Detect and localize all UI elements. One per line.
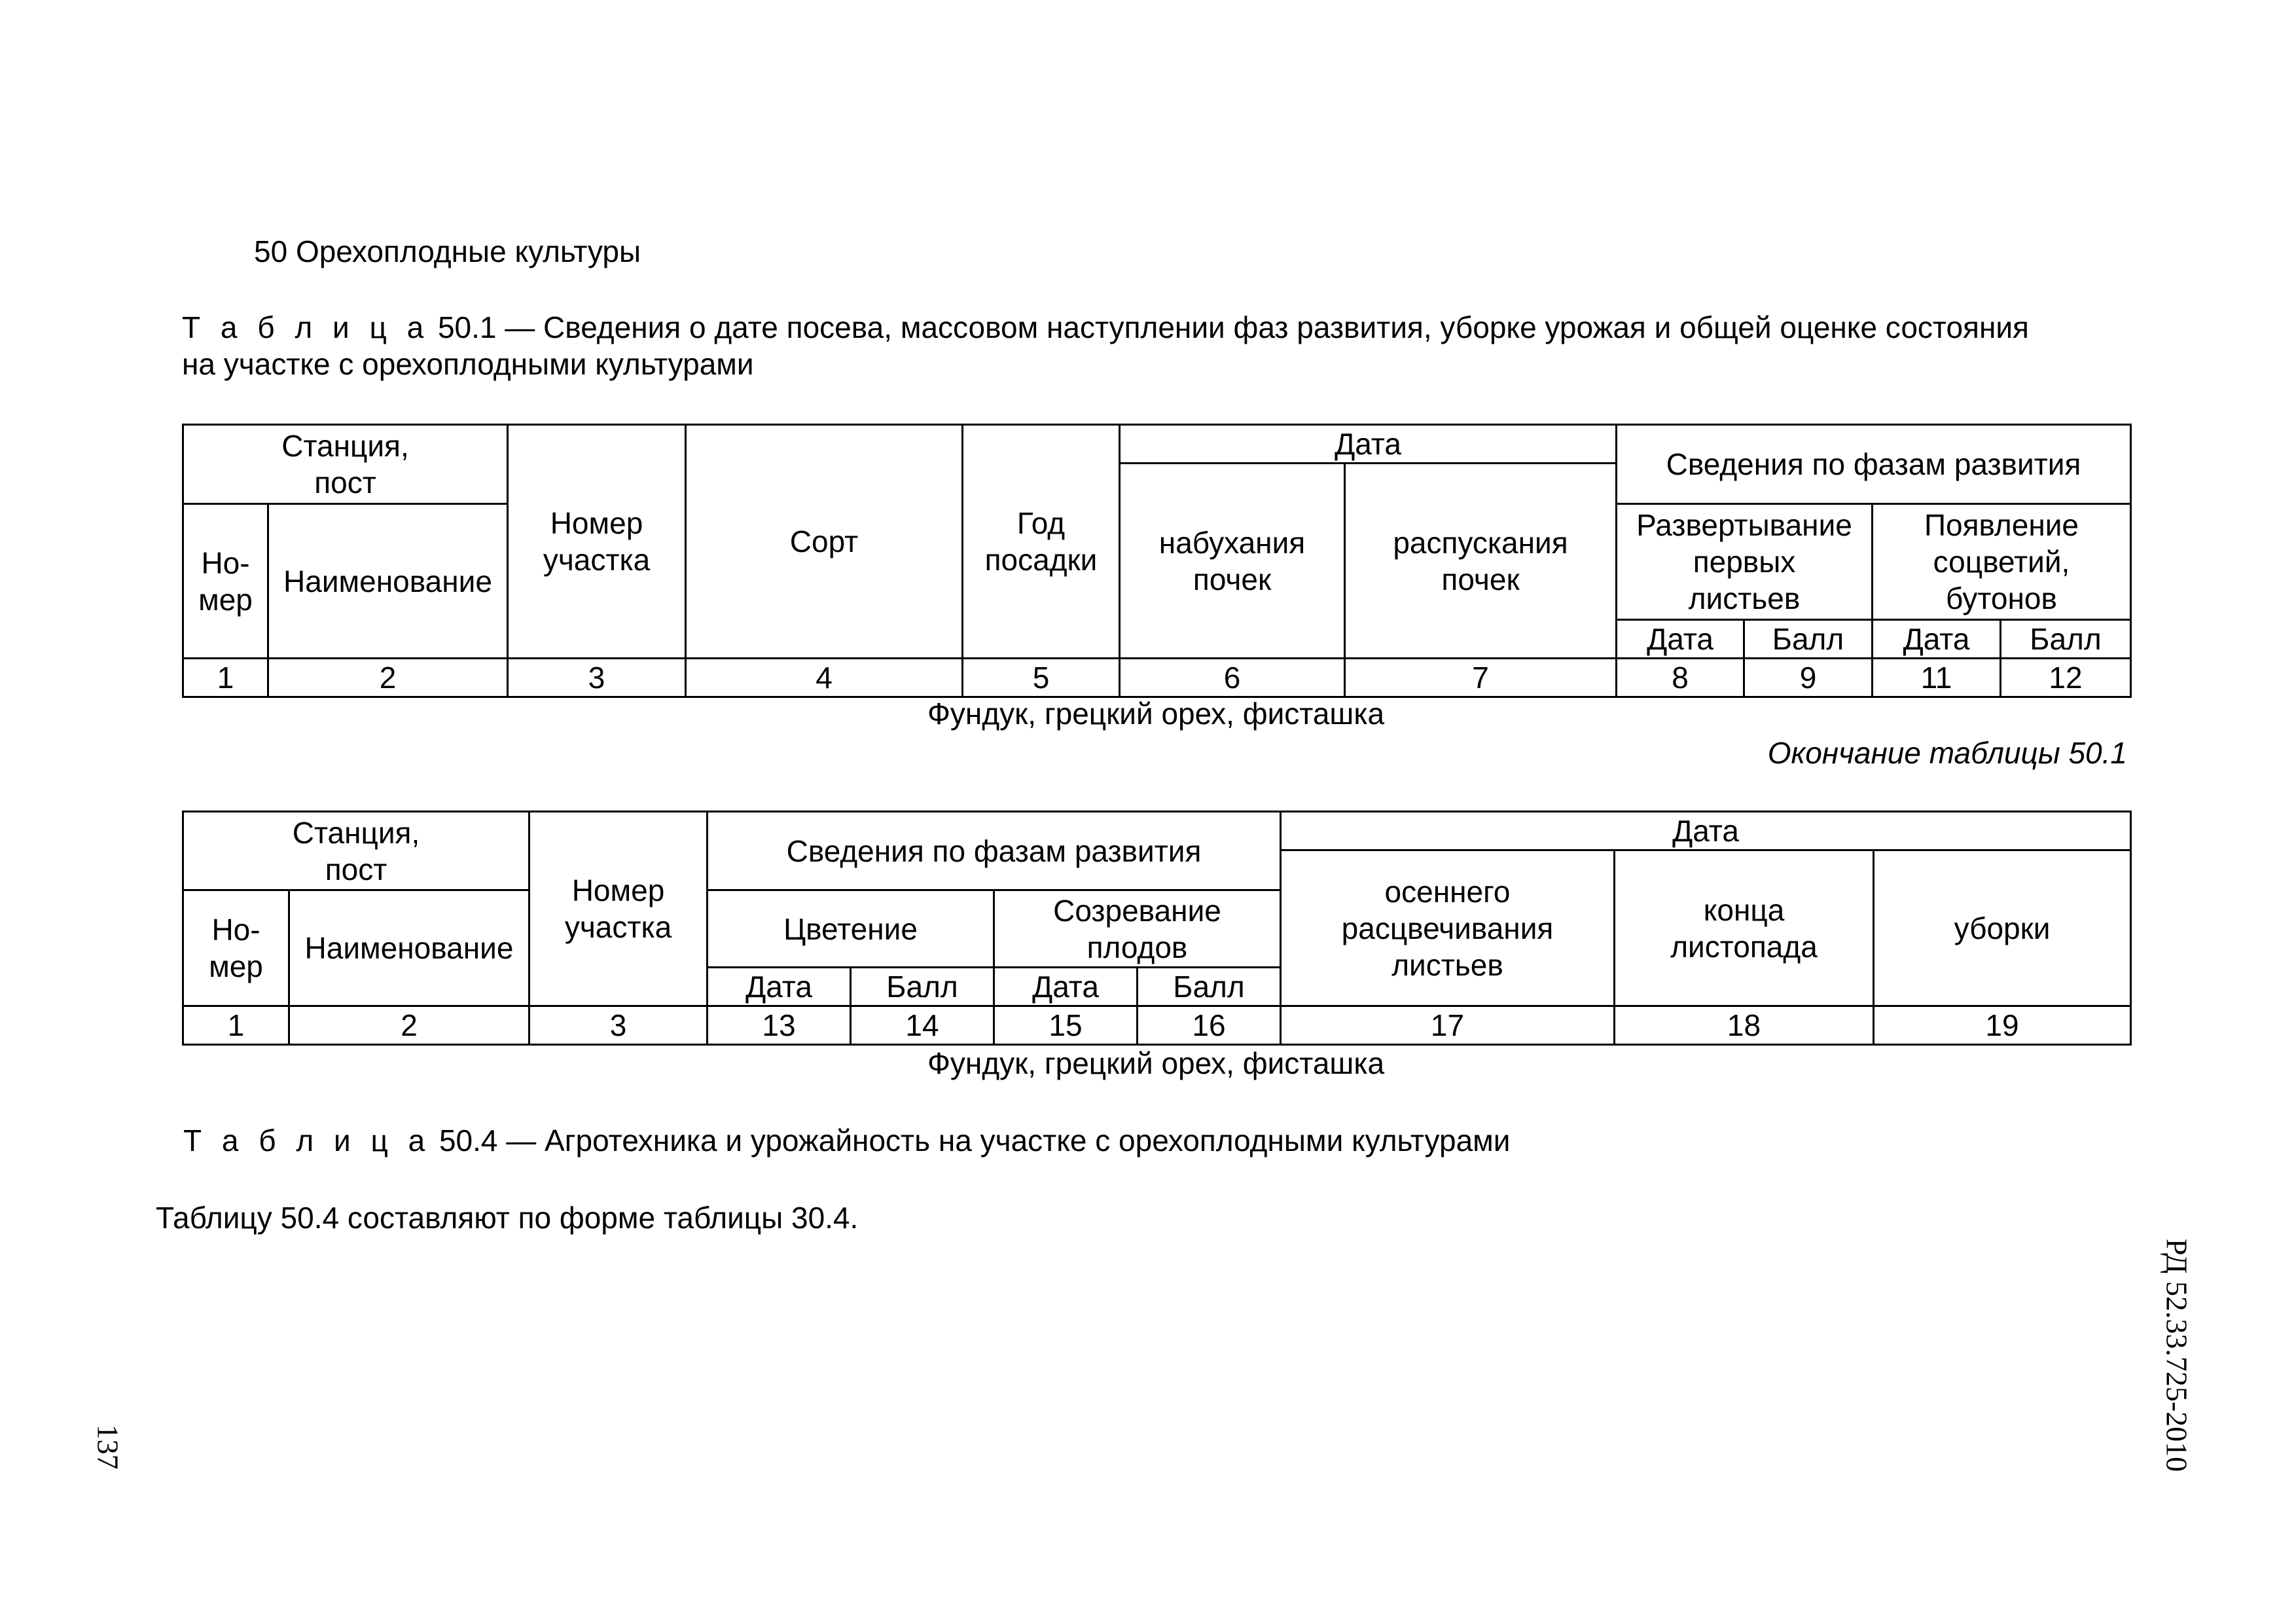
column-number-row [183, 659, 2131, 697]
column-number: 11 [1873, 659, 2001, 697]
column-number: 3 [529, 1006, 708, 1045]
column-number: 18 [1615, 1006, 1874, 1045]
header-number: Но- мер [183, 890, 289, 1006]
header-flowering: Цветение [708, 890, 994, 968]
header-leaf-unfolding: Развертывание первых листьев [1617, 504, 1873, 620]
header-fruit-ripening: Созревание плодов [994, 890, 1281, 968]
column-number: 7 [1345, 659, 1617, 697]
header-phases: Сведения по фазам развития [708, 812, 1281, 890]
header-date: Дата [1120, 425, 1617, 464]
column-number: 9 [1744, 659, 1873, 697]
document-code: РД 52.33.725-2010 [2160, 1238, 2194, 1472]
header-number: Но- мер [183, 504, 268, 659]
header-inflorescence: Появление соцветий, бутонов [1873, 504, 2131, 620]
header-harvest: уборки [1874, 850, 2131, 1006]
section-title: 50 Орехоплодные культуры [254, 234, 641, 268]
column-number: 19 [1874, 1006, 2131, 1045]
table-50-1-continuation [182, 811, 2132, 1046]
column-number: 17 [1281, 1006, 1615, 1045]
column-number: 4 [686, 659, 963, 697]
caption-prefix: Т а б л и ц а [182, 310, 430, 344]
header-name: Наименование [289, 890, 529, 1006]
column-number-row [183, 1006, 2131, 1045]
column-number: 2 [268, 659, 508, 697]
column-number: 13 [708, 1006, 851, 1045]
table-note: Фундук, грецкий орех, фисташка [927, 1046, 1385, 1080]
subheader-date: Дата [1617, 620, 1744, 659]
column-number: 1 [183, 1006, 289, 1045]
header-bud-break: распускания почек [1345, 464, 1617, 659]
subheader-date: Дата [708, 968, 851, 1006]
column-number: 16 [1138, 1006, 1281, 1045]
subheader-score: Балл [1138, 968, 1281, 1006]
column-number: 15 [994, 1006, 1138, 1045]
page-number: 137 [91, 1424, 125, 1470]
table-caption [182, 309, 2145, 382]
header-name: Наименование [268, 504, 508, 659]
header-plot-number: Номер участка [508, 425, 686, 659]
header-autumn-coloring: осеннего расцвечивания листьев [1281, 850, 1615, 1006]
subheader-score: Балл [1744, 620, 1873, 659]
header-bud-swelling: набухания почек [1120, 464, 1345, 659]
column-number: 14 [851, 1006, 994, 1045]
subheader-date: Дата [1873, 620, 2001, 659]
table-caption [183, 1122, 2147, 1159]
header-station: Станция, пост [183, 812, 529, 890]
subheader-score: Балл [851, 968, 994, 1006]
column-number: 12 [2001, 659, 2131, 697]
caption-prefix: Т а б л и ц а [183, 1123, 431, 1158]
header-leaf-fall-end: конца листопада [1615, 850, 1874, 1006]
header-station: Станция, пост [183, 425, 508, 504]
column-number: 6 [1120, 659, 1345, 697]
header-planting-year: Год посадки [963, 425, 1120, 659]
caption-line2: на участке с орехоплодными культурами [182, 347, 754, 381]
header-phases: Сведения по фазам развития [1617, 425, 2131, 504]
header-plot-number: Номер участка [529, 812, 708, 1006]
table-50-1 [182, 424, 2132, 698]
header-date: Дата [1281, 812, 2131, 850]
column-number: 3 [508, 659, 686, 697]
subheader-date: Дата [994, 968, 1138, 1006]
caption-text: 50.1 — Сведения о дате посева, массовом наступлении фаз развития, уборке урожая и общей оценке состояния [429, 310, 2029, 344]
table-note: Фундук, грецкий орех, фисташка [927, 697, 1385, 731]
continuation-label: Окончание таблицы 50.1 [1767, 736, 2127, 770]
column-number: 1 [183, 659, 268, 697]
header-variety: Сорт [686, 425, 963, 659]
caption-text: 50.4 — Агротехника и урожайность на участке с орехоплодными культурами [431, 1123, 1511, 1158]
instruction-text: Таблицу 50.4 составляют по форме таблицы 30.4. [156, 1201, 859, 1235]
subheader-score: Балл [2001, 620, 2131, 659]
column-number: 8 [1617, 659, 1744, 697]
column-number: 5 [963, 659, 1120, 697]
column-number: 2 [289, 1006, 529, 1045]
